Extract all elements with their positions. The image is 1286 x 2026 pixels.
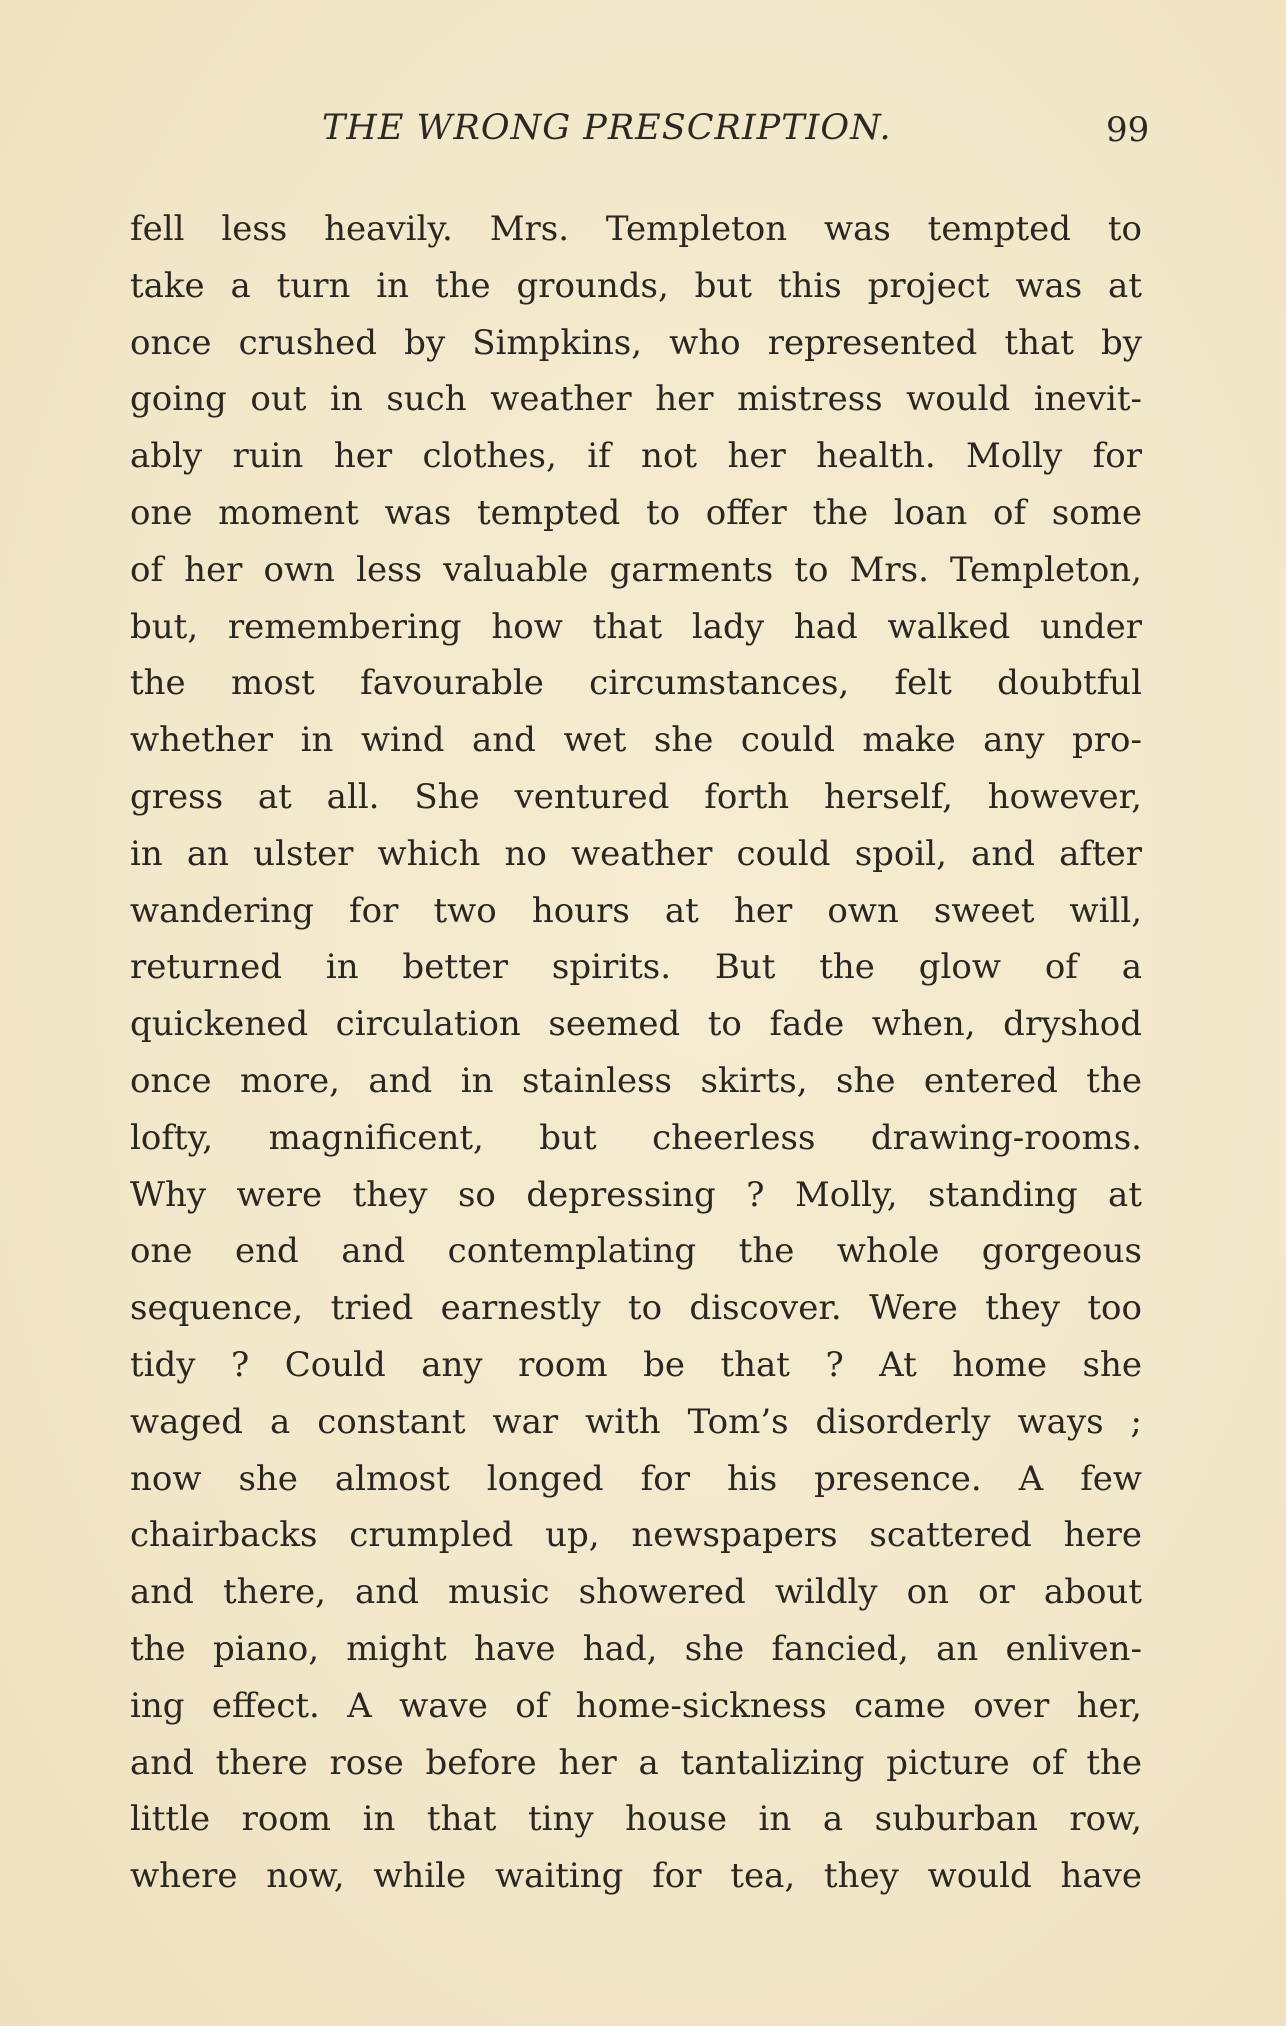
text-line: now she almost longed for his presence. A few — [130, 1458, 1142, 1499]
text-line: sequence, tried earnestly to discover. Were they too — [130, 1288, 1142, 1329]
text-line: and there rose before her a tantalizing picture of the — [130, 1742, 1142, 1783]
text-line: of her own less valuable garments to Mrs. Templeton, — [130, 549, 1142, 590]
running-head — [0, 100, 1286, 160]
text-line: returned in better spirits. But the glow of a — [130, 947, 1142, 988]
body-text — [130, 201, 1142, 1905]
text-line: gress at all. She ventured forth herself, however, — [130, 776, 1142, 817]
text-line: going out in such weather her mistress would inevit- — [130, 379, 1142, 420]
text-line: once crushed by Simpkins, who represented that by — [130, 322, 1142, 363]
text-line: lofty, magnificent, but cheerless drawing-rooms. — [130, 1117, 1142, 1158]
text-line: quickened circulation seemed to fade when, dryshod — [130, 1004, 1142, 1045]
text-line: one moment was tempted to offer the loan of some — [130, 492, 1142, 533]
text-line: in an ulster which no weather could spoil, and after — [130, 833, 1142, 874]
text-line: whether in wind and wet she could make any pro- — [130, 720, 1142, 761]
text-line: chairbacks crumpled up, newspapers scattered here — [130, 1515, 1142, 1556]
text-line: little room in that tiny house in a suburban row, — [130, 1799, 1142, 1840]
text-line: ably ruin her clothes, if not her health. Molly for — [130, 436, 1142, 477]
text-line: but, remembering how that lady had walked under — [130, 606, 1142, 647]
text-line: fell less heavily. Mrs. Templeton was tempted to — [130, 209, 1142, 249]
text-line: the piano, might have had, she fancied, an enliven- — [130, 1628, 1142, 1669]
text-line: where now, while waiting for tea, they would have — [130, 1856, 1142, 1897]
text-line: once more, and in stainless skirts, she entered the — [130, 1060, 1142, 1101]
text-line: the most favourable circumstances, felt doubtful — [130, 663, 1142, 704]
text-line: waged a constant war with Tom’s disorderly ways ; — [130, 1401, 1142, 1442]
page-number: 99 — [1106, 110, 1150, 150]
text-line: and there, and music showered wildly on or about — [130, 1572, 1142, 1613]
text-line: tidy ? Could any room be that ? At home she — [130, 1344, 1142, 1385]
text-line: one end and contemplating the whole gorgeous — [130, 1231, 1142, 1272]
text-line: wandering for two hours at her own sweet will, — [130, 890, 1142, 931]
running-title: THE WRONG PRESCRIPTION. — [322, 108, 892, 148]
text-line: Why were they so depressing ? Molly, standing at — [130, 1174, 1142, 1215]
text-line: take a turn in the grounds, but this project was at — [130, 265, 1142, 306]
text-line: ing effect. A wave of home-sickness came over her, — [130, 1685, 1142, 1726]
